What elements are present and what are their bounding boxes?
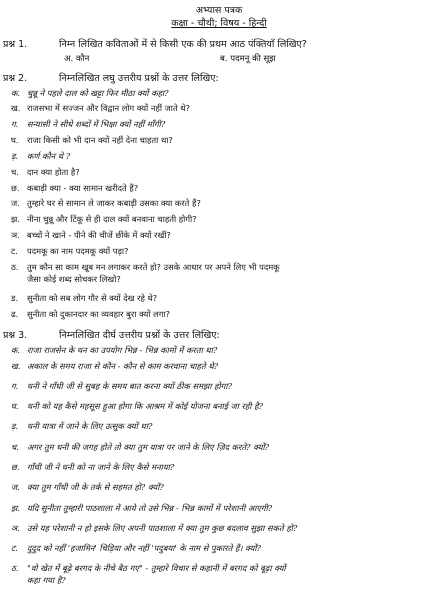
section2-number: प्रश्न 2. bbox=[3, 73, 28, 84]
list-item: ञ. बच्चों ने खाने - पीने की चीजें छींके में क्यों रखीं? bbox=[11, 230, 171, 240]
list-item: ख. राजसभा में सज्जन और विद्वान लोग क्यों नहीं जाते थे? bbox=[11, 103, 191, 113]
list-item: झ. यदि सुनीता तुम्हारी पाठशाला में आये तो उसे भिन्न - भिन्न कामों में परेशानी आएगी? bbox=[11, 503, 273, 513]
section1-option-b: ब. पदमनू की सूझ bbox=[220, 54, 276, 64]
list-item: क. राजा राजसेन के धन का उपयोग भिन्न - भिन्न कामों में करता था? bbox=[11, 345, 218, 355]
list-item: ठ. तुम कौन सा काम खूब मन लगाकर करते हो? उसके आधार पर अपने लिए भी पदमकू जैसा कोई शब्द सोचकर लिखो? bbox=[11, 262, 280, 284]
list-item: ढ. सुनीता को दुकानदार का व्यवहार बुरा क्यों लगा? bbox=[11, 309, 170, 319]
list-item: च. अगर तुम धनी की जगह होते तो क्या तुम यात्रा पर जाने के लिए ज़िद करते? क्यों? bbox=[11, 442, 270, 452]
list-item: ड़. धनी यात्रा में जाने के लिए उत्सुक क्यों था? bbox=[11, 421, 153, 431]
section1-text: निम्न लिखित कविताओं में से किसी एक की प्रथम आठ पंक्तियाँ लिखिए? bbox=[59, 39, 307, 50]
list-item: घ. राजा किसी को भी दान क्यों नहीं देना चाहता था? bbox=[11, 135, 173, 145]
section3-text: निम्नलिखित दीर्घ उत्तरीय प्रश्नों के उत्तर लिखिए: bbox=[59, 330, 220, 341]
list-item: ख. अकाल के समय राजा से कौन - कौन से काम करवाना चाहते थे? bbox=[11, 361, 219, 371]
list-item: ज. तुम्हारे घर से सामान ले जाकर कबाड़ी उसका क्या करते हैं? bbox=[11, 198, 201, 208]
section1-number: प्रश्न 1. bbox=[3, 39, 28, 50]
section3-heading bbox=[3, 328, 220, 341]
section1-option-a: अ. कौन bbox=[64, 54, 90, 64]
section2-heading bbox=[3, 71, 219, 84]
list-item: घ. धनी को यह कैसे महसूस हुआ होगा कि आश्रम में कोई योजना बनाई जा रही है? bbox=[11, 401, 263, 411]
list-item: ग. सन्यासी ने सीधे शब्दों में भिक्षा क्यों नहीं माँगी? bbox=[11, 119, 166, 129]
list-item: च. दान क्या होता है? bbox=[11, 167, 80, 177]
section2-text: निम्नलिखित लघु उत्तरीय प्रश्नों के उत्तर लिखिए: bbox=[59, 73, 219, 84]
section3-number: प्रश्न 3. bbox=[3, 330, 28, 341]
list-item: ड. सुनीता को सब लोग गौर से क्यों देख रहे थे? bbox=[11, 293, 158, 303]
class-subject-line: कक्षा - चौथी; विषय - हिन्दी bbox=[171, 18, 267, 29]
list-item: छ. कबाड़ी क्या - क्या सामान खरीदते हैं? bbox=[11, 183, 139, 193]
list-item: ड़. कर्ण कौन थे ? bbox=[11, 151, 71, 161]
list-item: ज. क्या तुम गाँधी जी के तर्क से सहमत हो? क्यों? bbox=[11, 482, 164, 492]
list-item: क. चुन्नू ने पहले दाल को खट्टा फिर मीठा क्यों कहा? bbox=[11, 88, 169, 98]
list-item: छ. गाँधी जी ने धनी को ना जाने के लिए कैसे मनाया? bbox=[11, 462, 175, 472]
list-item: ञ. उसे यह परेशानी न हो इसके लिए अपनी पाठशाला में क्या तुम कुछ बदलाव सुझा सकते हो? bbox=[11, 523, 298, 533]
list-item: ग. धनी ने गाँधी जी से सुबह के समय बात करना क्यों ठीक समझा होगा? bbox=[11, 381, 232, 391]
page-title: अभ्यास पत्रक bbox=[195, 5, 243, 16]
section1-heading bbox=[3, 37, 307, 50]
list-item: झ. नीना चुन्नू और टिंकू से ही दाल क्यों बनवाना चाहती होगी? bbox=[11, 214, 197, 224]
list-item: ट. पदमकू का नाम पदमकू क्यों पड़ा? bbox=[11, 246, 129, 256]
list-item: ठ. "वो खेत में बूढ़े बरगद के नीचे बैठ गए" - तुम्हारे विचार से कहानी में बरगद को बूढ़ा क्यों कहा गया है? bbox=[11, 563, 286, 585]
list-item: ट. दुदुद को नहीं 'हजामिन' चिड़िया और नहीं 'पदुबया' के नाम से पुकारते हैं। क्यों? bbox=[11, 543, 262, 553]
